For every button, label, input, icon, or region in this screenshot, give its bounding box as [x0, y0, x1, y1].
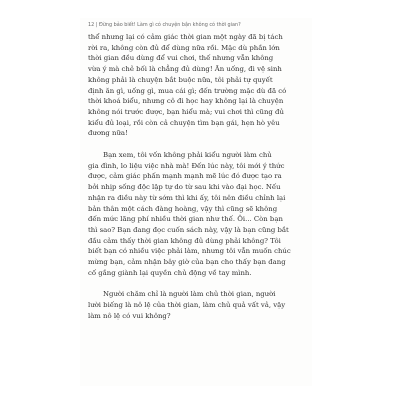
- paragraph-gap: [88, 278, 311, 289]
- text-line: thời khoá biểu, nhưng cô đi học hay không lại là chuyện: [88, 97, 284, 106]
- paragraph: [88, 32, 311, 139]
- text-line: đến mức lãng phí nhiều thời gian như thế. Ôi... Còn bạn: [88, 215, 283, 224]
- text-line: lười biếng là nô lệ của thời gian, làm chủ quả vất vả, vậy: [88, 301, 286, 310]
- text-line: biết bạn có nhiều việc phải làm, nhưng tôi vẫn muốn chúc: [88, 247, 291, 256]
- text-line: kiểu đủ loại, rồi còn cả chuyện tìm bạn gái, hẹn hò yêu: [88, 118, 280, 127]
- text-line: thời gian đều dùng để vui chơi, thế nhưng vẫn không: [88, 54, 274, 63]
- text-line: Người chăm chỉ là người làm chủ thời gian, người: [103, 290, 276, 299]
- paragraph: [88, 150, 311, 278]
- text-line: bởi nhịp sống độc lập tự do từ sau khi vào đại học. Nếu: [88, 183, 281, 192]
- text-line: nhận ra điều này từ sớm thì khi ấy, tôi nên điều chỉnh lại: [88, 193, 286, 202]
- page-body: [88, 32, 311, 322]
- text-line: rời ra, không còn đủ để dùng nữa rồi. Mặc dù phần lớn: [88, 43, 280, 52]
- paragraph: [88, 289, 311, 321]
- text-line: vừa ý mà chẻ bối là chẳng đủ dùng! Ăn uống, đi vệ sinh: [88, 65, 282, 74]
- text-line: đầu cảm thấy thời gian không đủ dùng phải không? Tôi: [88, 236, 281, 245]
- text-line: bản thân một cách đàng hoàng, vậy thì cũng sẽ không: [88, 204, 278, 213]
- text-line: cố gắng giành lại quyền chủ động về tay mình.: [88, 268, 252, 277]
- text-line: làm nô lệ có vui không?: [88, 311, 171, 320]
- text-line: thì sao? Bạn đang đọc cuốn sách này, vậy là bạn cũng bắt: [88, 225, 289, 234]
- text-line: Bạn xem, tôi vốn không phải kiểu người làm chủ: [103, 151, 272, 160]
- text-line: gia đình, lo liệu việc nhà mà! Đến lúc này, tôi mới ý thức: [88, 161, 285, 170]
- running-header: 12 | Đừng bảo biết! Làm gì có chuyện bận không có thời gian?: [88, 22, 241, 28]
- text-line: định ăn gì, uống gì, mua cái gì; đến trường mặc dù đã có: [88, 86, 287, 95]
- text-line: không phải là chuyện bắt buộc nữa, tôi phải tự quyết: [88, 75, 273, 84]
- text-line: đương nữa!: [88, 129, 128, 138]
- text-line: mừng bạn, cảm nhận bây giờ của bạn cho thấy bạn đang: [88, 258, 286, 267]
- text-line: không nói trước được, bạn hiểu mà; vui chơi thì cũng đủ: [88, 107, 284, 116]
- text-line: được, cảm giác phấn mạnh mạnh mẽ lúc đó được tạo ra: [88, 172, 282, 181]
- text-line: thể nhưng lại có cảm giác thời gian một ngày đã bị tách: [88, 33, 283, 41]
- paragraph-gap: [88, 139, 311, 150]
